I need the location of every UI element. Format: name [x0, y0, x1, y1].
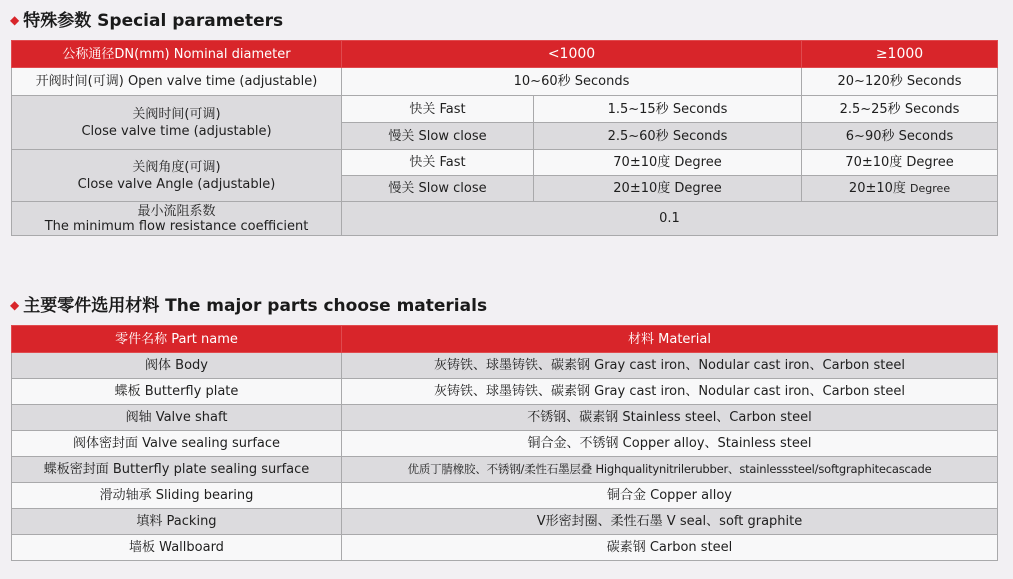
section-title-special-parameters [10, 6, 283, 31]
close-time-slow-ge-1000: 6~90秒 Seconds [802, 123, 998, 150]
part-name: 阀轴 Valve shaft [12, 405, 342, 431]
close-time-label-en: Close valve time (adjustable) [81, 123, 272, 139]
open-time-lt-1000: 10~60秒 Seconds [342, 68, 802, 96]
close-angle-slow-ge-1000 [802, 176, 998, 202]
close-angle-slow-ge-1000-unit: Degree [910, 182, 951, 195]
part-name: 滑动轴承 Sliding bearing [12, 483, 342, 509]
header-part-name: 零件名称 Part name [12, 326, 342, 353]
close-angle-label [12, 150, 342, 202]
close-time-label [12, 96, 342, 150]
part-material: V形密封圈、柔性石墨 V seal、soft graphite [342, 509, 998, 535]
table-row [12, 457, 998, 483]
table-row [12, 431, 998, 457]
part-material: 灰铸铁、球墨铸铁、碳素钢 Gray cast iron、Nodular cast iron、Carbon steel [342, 379, 998, 405]
flow-resistance-label-en: The minimum flow resistance coefficient [44, 218, 309, 234]
part-material: 碳素钢 Carbon steel [342, 535, 998, 561]
part-material: 灰铸铁、球墨铸铁、碳素钢 Gray cast iron、Nodular cast iron、Carbon steel [342, 353, 998, 379]
flow-resistance-label-cn: 最小流阻系数 [137, 203, 216, 219]
part-material: 优质丁腈橡胶、不锈钢/柔性石墨层叠 Highqualitynitrilerubber、stainlesssteel/softgraphitecascade [342, 457, 998, 483]
header-ge-1000: ≥1000 [802, 41, 998, 68]
close-time-slow-lt-1000: 2.5~60秒 Seconds [534, 123, 802, 150]
flow-resistance-value: 0.1 [342, 202, 998, 236]
close-time-slow-label: 慢关 Slow close [342, 123, 534, 150]
header-nominal-diameter: 公称通径DN(mm) Nominal diameter [12, 41, 342, 68]
table-row [12, 535, 998, 561]
diamond-bullet-icon: ◆ [10, 298, 20, 312]
part-name: 填料 Packing [12, 509, 342, 535]
part-name: 阀体密封面 Valve sealing surface [12, 431, 342, 457]
table-row [12, 509, 998, 535]
close-time-label-cn: 关阀时间(可调) [132, 106, 221, 122]
section-title-major-parts [10, 291, 487, 316]
part-name: 墙板 Wallboard [12, 535, 342, 561]
flow-resistance-label [12, 202, 342, 236]
section-title-text: 主要零件选用材料 The major parts choose materials [23, 296, 488, 316]
header-lt-1000: <1000 [342, 41, 802, 68]
header-material: 材料 Material [342, 326, 998, 353]
table-row [12, 353, 998, 379]
close-angle-label-en: Close valve Angle (adjustable) [77, 176, 276, 192]
table-row [12, 379, 998, 405]
part-material: 不锈钢、碳素钢 Stainless steel、Carbon steel [342, 405, 998, 431]
close-angle-slow-lt-1000: 20±10度 Degree [534, 176, 802, 202]
close-angle-fast-lt-1000: 70±10度 Degree [534, 150, 802, 176]
close-angle-fast-ge-1000: 70±10度 Degree [802, 150, 998, 176]
close-angle-slow-ge-1000-value: 20±10度 [848, 181, 906, 196]
close-time-fast-label: 快关 Fast [342, 96, 534, 123]
materials-table [11, 325, 998, 561]
open-time-label: 开阀时间(可调) Open valve time (adjustable) [12, 68, 342, 96]
part-name: 蝶板密封面 Butterfly plate sealing surface [12, 457, 342, 483]
open-time-ge-1000: 20~120秒 Seconds [802, 68, 998, 96]
part-name: 蝶板 Butterfly plate [12, 379, 342, 405]
close-time-fast-ge-1000: 2.5~25秒 Seconds [802, 96, 998, 123]
section-title-text: 特殊参数 Special parameters [23, 11, 284, 31]
close-angle-fast-label: 快关 Fast [342, 150, 534, 176]
close-angle-slow-label: 慢关 Slow close [342, 176, 534, 202]
part-name: 阀体 Body [12, 353, 342, 379]
part-material: 铜合金 Copper alloy [342, 483, 998, 509]
table-row [12, 405, 998, 431]
diamond-bullet-icon: ◆ [10, 13, 20, 27]
close-angle-label-cn: 关阀角度(可调) [132, 159, 221, 175]
close-time-fast-lt-1000: 1.5~15秒 Seconds [534, 96, 802, 123]
special-parameters-table [11, 40, 998, 236]
table-row [12, 483, 998, 509]
part-material: 铜合金、不锈钢 Copper alloy、Stainless steel [342, 431, 998, 457]
